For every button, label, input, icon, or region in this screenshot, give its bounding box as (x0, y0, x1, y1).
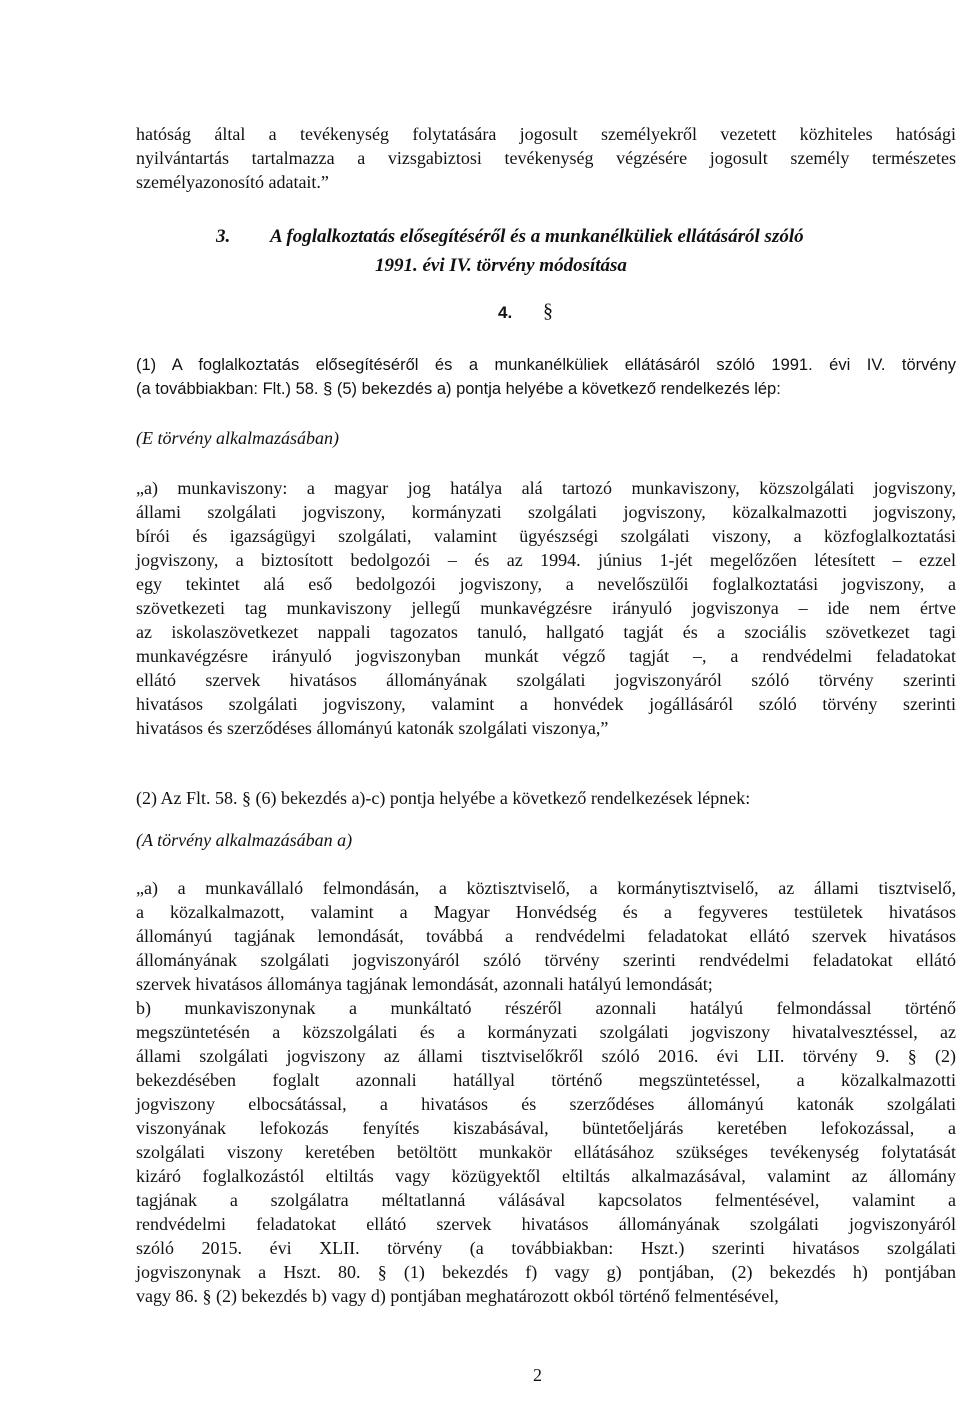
page-number: 2 (533, 1365, 542, 1385)
section-subtitle: 1991. évi IV. törvény módosítása (375, 255, 627, 276)
intro-line: személyazonosító adatait.” (136, 172, 329, 192)
section-number: 3. (216, 226, 231, 247)
quote-line: állományának szolgálati jogviszonyáról szóló törvény szerinti rendvédelmi feladatokat ellátó (136, 950, 956, 970)
quote-line: „a) a munkavállaló felmondásán, a köztisztviselő, a kormánytisztviselő, az állami tisztviselő, (136, 878, 956, 898)
amendment-quote-b (136, 876, 956, 1308)
quote-line: munkavégzésre irányuló jogviszonyban munkát végző tagját –, a rendvédelmi feladatokat (136, 646, 956, 666)
paragraph-1 (136, 353, 956, 401)
quote-line: tagjának a szolgálatra méltatlanná válásával kapcsolatos felmentésével, valamint a (136, 1190, 956, 1210)
context-note-text: (E törvény alkalmazásában) (136, 428, 339, 448)
amendment-quote-a (136, 476, 956, 740)
quote-line: állományú tagjának lemondását, továbbá a rendvédelmi feladatokat ellátó szervek hivatásos (136, 926, 956, 946)
quote-line: bekezdésében foglalt azonnali hatállyal történő megszüntetéssel, a közalkalmazotti (136, 1070, 956, 1090)
paragraph-1-line: (1) A foglalkoztatás elősegítéséről és a munkanélküliek ellátásáról szóló 1991. évi IV. törvény (136, 356, 956, 374)
quote-line: jogviszony elbocsátással, a hivatásos és szerződéses állományú katonák szolgálati (136, 1094, 956, 1114)
quote-line: jogviszonynak a Hszt. 80. § (1) bekezdés f) vagy g) pontjában, (2) bekezdés h) pontjában (136, 1262, 956, 1282)
quote-line: megszüntetésén a közszolgálati és a kormányzati szolgálati jogviszony hivatalvesztéssel, az (136, 1022, 956, 1042)
quote-line: hivatásos és szerződéses állományú katonák szolgálati viszonya,” (136, 718, 609, 738)
quote-line: jogviszony, a biztosított bedolgozói – és az 1994. június 1-jét megelőzően létesített – ezzel (136, 550, 956, 570)
quote-line: kizáró foglalkozástól eltiltás vagy közügyektől eltiltás alkalmazásával, valamint az állomány (136, 1166, 956, 1186)
quote-line: ellátó szervek hivatásos állományának szolgálati jogviszonyáról szóló törvény szerinti (136, 670, 956, 690)
context-note-1 (136, 426, 956, 450)
quote-line: szóló 2015. évi XLII. törvény (a továbbiakban: Hszt.) szerinti hivatásos szolgálati (136, 1238, 956, 1258)
paragraph-number: 4. (498, 303, 513, 322)
section-symbol: § (543, 300, 553, 322)
quote-line: az iskolaszövetkezet nappali tagozatos tanuló, hallgató tagját és a szociális szövetkezet tagi (136, 622, 956, 642)
paragraph-1-line: (a továbbiakban: Flt.) 58. § (5) bekezdés a) pontja helyébe a következő rendelkezés lép: (136, 380, 781, 398)
intro-paragraph (136, 122, 956, 194)
context-note-text: (A törvény alkalmazásában a) (136, 830, 353, 850)
quote-line: hivatásos szolgálati jogviszony, valamint a honvédek jogállásáról szóló törvény szerinti (136, 694, 956, 714)
quote-line: állami szolgálati jogviszony, kormányzati szolgálati jogviszony, közalkalmazotti jogviszony, (136, 502, 956, 522)
quote-line: a közalkalmazott, valamint a Magyar Honvédség és a fegyveres testületek hivatásos (136, 902, 956, 922)
quote-line: szövetkezeti tag munkaviszony jellegű munkavégzésre irányuló jogviszonya – ide nem értve (136, 598, 956, 618)
quote-line: vagy 86. § (2) bekezdés b) vagy d) pontjában meghatározott okból történő felmentésével, (136, 1286, 779, 1306)
quote-line: viszonyának lefokozás fenyítés kiszabásával, büntetőeljárás keretében lefokozással, a (136, 1118, 956, 1138)
quote-line: bírói és igazságügyi szolgálati, valamint ügyészségi szolgálati viszony, a közfoglalkoztatási (136, 526, 956, 546)
quote-line: szervek hivatásos állománya tagjának lemondását, azonnali hatályú lemondását; (136, 974, 713, 994)
quote-line: b) munkaviszonynak a munkáltató részéről azonnali hatályú felmondással történő (136, 998, 956, 1018)
quote-line: szolgálati viszony keretében betöltött munkakör ellátásához szükséges tevékenység folytatását (136, 1142, 956, 1162)
quote-line: rendvédelmi feladatokat ellátó szervek hivatásos állományának szolgálati jogviszonyáról (136, 1214, 956, 1234)
quote-line: „a) munkaviszony: a magyar jog hatálya alá tartozó munkaviszony, közszolgálati jogviszony, (136, 478, 956, 498)
paragraph-2 (136, 786, 956, 810)
intro-line: nyilvántartás tartalmazza a vizsgabiztosi tevékenység végzésére jogosult személy természetes (136, 148, 956, 168)
context-note-2 (136, 828, 956, 852)
intro-line: hatóság által a tevékenység folytatására jogosult személyekről vezetett közhiteles hatósági (136, 124, 956, 144)
quote-line: állami szolgálati jogviszony az állami tisztviselőkről szóló 2016. évi LII. törvény 9. § (2) (136, 1046, 956, 1066)
section-title: A foglalkoztatás elősegítéséről és a munkanélküliek ellátásáról szóló (270, 226, 804, 247)
paragraph-2-line: (2) Az Flt. 58. § (6) bekezdés a)-c) pontja helyébe a következő rendelkezések lépnek: (136, 788, 751, 808)
quote-line: egy tekintet alá eső bedolgozói jogviszony, a nevelőszülői foglalkoztatási jogviszony, a (136, 574, 956, 594)
